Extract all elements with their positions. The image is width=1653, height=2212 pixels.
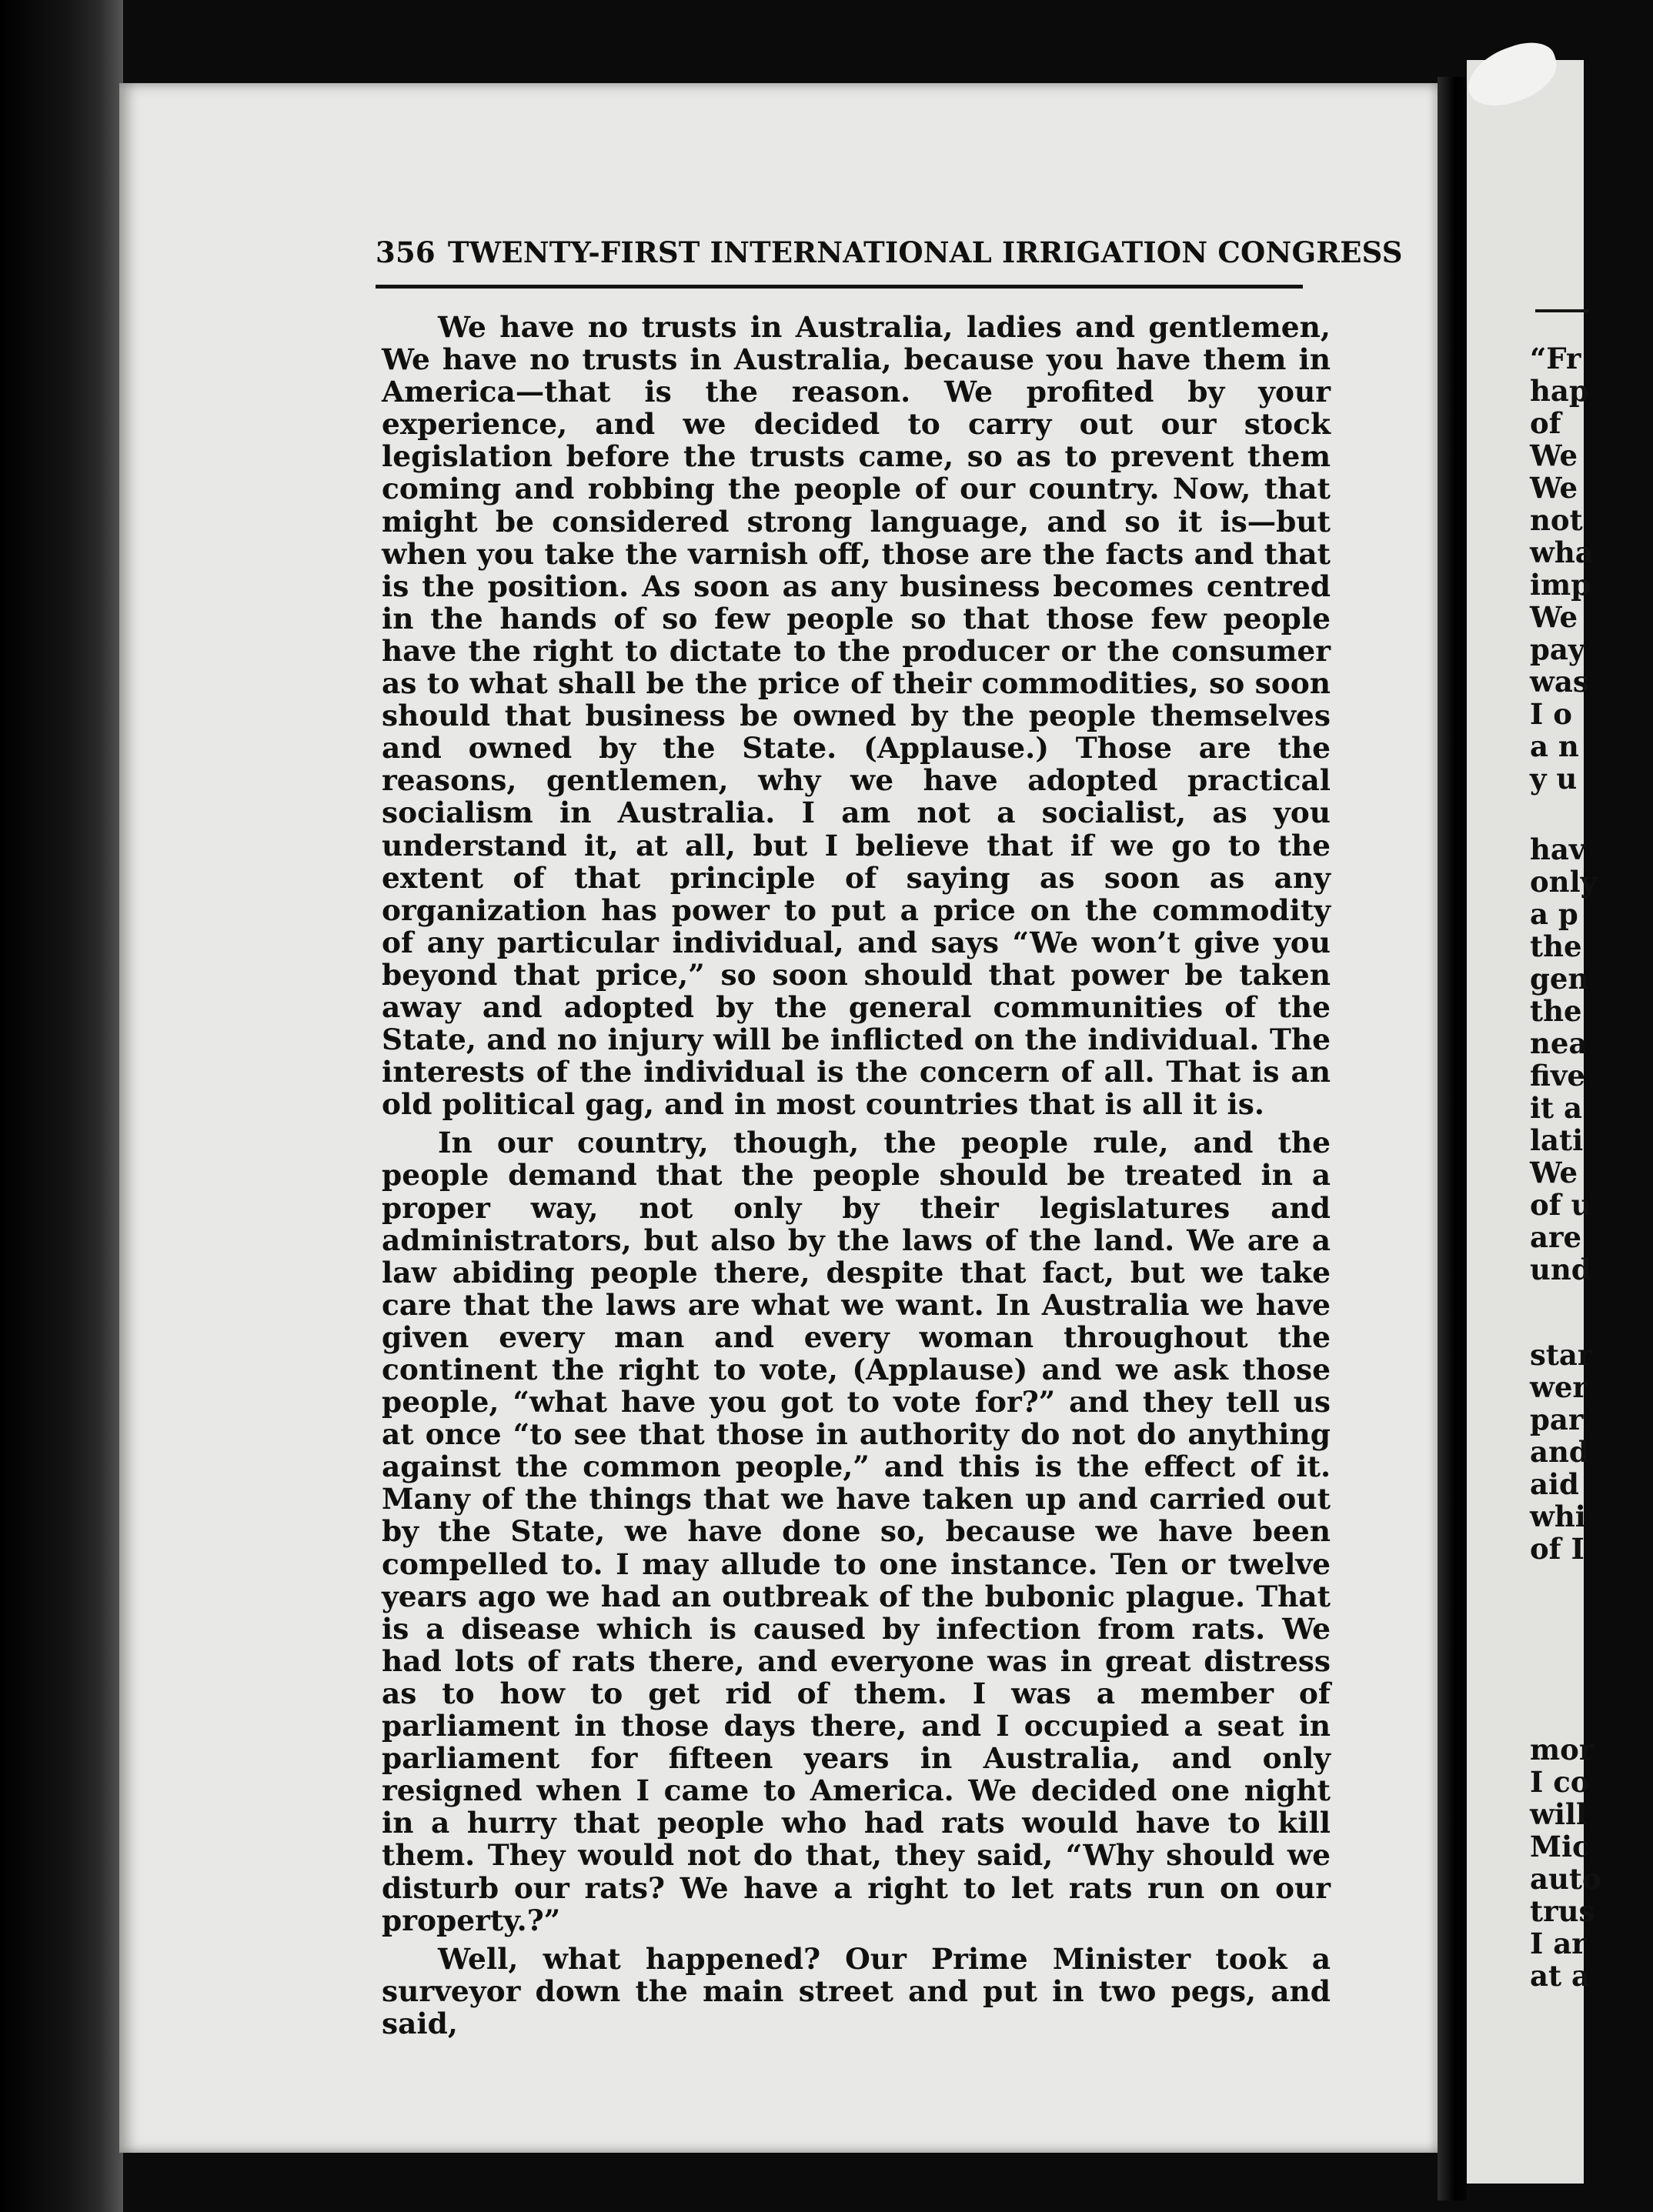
- facing-line: a p: [1530, 897, 1578, 931]
- facing-line: lati: [1530, 1123, 1584, 1157]
- page-number: 356: [376, 235, 436, 269]
- facing-line: auto: [1530, 1862, 1601, 1896]
- book-spine-shadow: [0, 0, 123, 2212]
- facing-line: I co: [1530, 1765, 1590, 1799]
- facing-line: und: [1530, 1253, 1591, 1286]
- facing-line: hap: [1530, 374, 1589, 408]
- facing-line: We: [1530, 471, 1578, 505]
- facing-line: I o: [1530, 697, 1572, 731]
- facing-line: nea: [1530, 1026, 1588, 1060]
- facing-line: We: [1530, 600, 1578, 634]
- facing-line: gen: [1530, 962, 1589, 996]
- facing-line: five: [1530, 1059, 1585, 1093]
- facing-line: mor: [1530, 1733, 1595, 1767]
- facing-line: Mic: [1530, 1830, 1590, 1863]
- facing-line: We: [1530, 439, 1578, 472]
- header-rule: [376, 285, 1303, 289]
- facing-page-rule: [1535, 309, 1589, 312]
- facing-line: aid: [1530, 1467, 1579, 1501]
- page-body: [382, 311, 1331, 2040]
- facing-line: the: [1530, 994, 1582, 1028]
- facing-line: at a: [1530, 1959, 1590, 1993]
- facing-line: “Fr: [1530, 342, 1581, 375]
- facing-line: it a: [1530, 1091, 1583, 1125]
- facing-line: pay: [1530, 632, 1585, 666]
- facing-line: whi: [1530, 1500, 1586, 1533]
- facing-line: We: [1530, 1156, 1578, 1189]
- facing-line: will: [1530, 1797, 1588, 1831]
- facing-line: the: [1530, 929, 1582, 963]
- facing-line: star: [1530, 1338, 1593, 1372]
- facing-line: not: [1530, 503, 1583, 537]
- running-head: [376, 235, 1403, 282]
- running-title: TWENTY-FIRST INTERNATIONAL IRRIGATION CONGRESS: [447, 235, 1403, 269]
- facing-line: of: [1530, 406, 1561, 440]
- facing-line: a n: [1530, 729, 1579, 763]
- facing-line: par: [1530, 1403, 1584, 1436]
- book-gutter: [1438, 77, 1467, 2200]
- facing-line: are: [1530, 1220, 1582, 1254]
- facing-line: y u: [1530, 762, 1578, 796]
- facing-line: of u: [1530, 1188, 1592, 1222]
- facing-line: wer: [1530, 1370, 1588, 1404]
- paragraph-people-rule: In our country, though, the people rule, and the people demand that the people should be treated in a proper way, not only by their legislatures and administrators, but also by the laws of the land. We are a law abiding people there, despite that fact, but we take care that the laws are what we want. In Australia we have given every man and every woman throughout the continent the right to vote, (Applause) and we ask those people, “what have you got to vote for?” and they tell us at once “to see that those in authority do not do anything against the common people,” and this is the effect of it. Many of the things that we have taken up and carried out by the State, we have done so, because we have been compelled to. I may allude to one instance. Ten or twelve years ago we had an outbreak of the bubonic plague. That is a disease which is caused by infection from rats. We had lots of rats there, and everyone was in great distress as to how to get rid of them. I was a member of parliament in those days there, and I occupied a seat in parliament for fifteen years in Australia, and only resigned when I came to America. We decided one night in a hurry that people who had rats would have to kill them. They would not do that, they said, “Why should we disturb our rats? We have a right to let rats run on our property.?”: [382, 1126, 1331, 1937]
- facing-line: and: [1530, 1435, 1589, 1469]
- facing-line: imp: [1530, 568, 1591, 602]
- facing-line: wha: [1530, 535, 1594, 569]
- facing-line: was: [1530, 665, 1589, 699]
- facing-line: of I: [1530, 1532, 1585, 1566]
- paragraph-prime-minister: Well, what happened? Our Prime Minister took a surveyor down the main street and put in two pegs, and said,: [382, 1941, 1331, 2040]
- facing-line: hav: [1530, 832, 1586, 866]
- facing-line: only: [1530, 865, 1598, 899]
- facing-line: I ar: [1530, 1927, 1587, 1960]
- paragraph-trusts: We have no trusts in Australia, ladies and gentlemen, We have no trusts in Australia, because you have them in America—that is the reason. We profited by your experience, and we decided to carry out our stock legislation before the trusts came, so as to prevent them coming and robbing the people of our country. Now, that might be considered strong language, and so it is—but when you take the varnish off, those are the facts and that is the position. As soon as any business becomes centred in the hands of so few people so that those few people have the right to dictate to the producer or the consumer as to what shall be the price of their commodities, so soon should that business be owned by the people themselves and owned by the State. (Applause.) Those are the reasons, gentlemen, why we have adopted practical socialism in Australia. I am not a socialist, as you understand it, at all, but I believe that if we go to the extent of that principle of saying as soon as any organization has power to put a price on the commodity of any particular individual, and says “We won’t give you beyond that price,” so soon should that power be taken away and adopted by the general communities of the State, and no injury will be inflicted on the individual. The interests of the individual is the concern of all. That is an old political gag, and in most countries that is all it is.: [382, 310, 1331, 1122]
- facing-line: trus: [1530, 1894, 1595, 1928]
